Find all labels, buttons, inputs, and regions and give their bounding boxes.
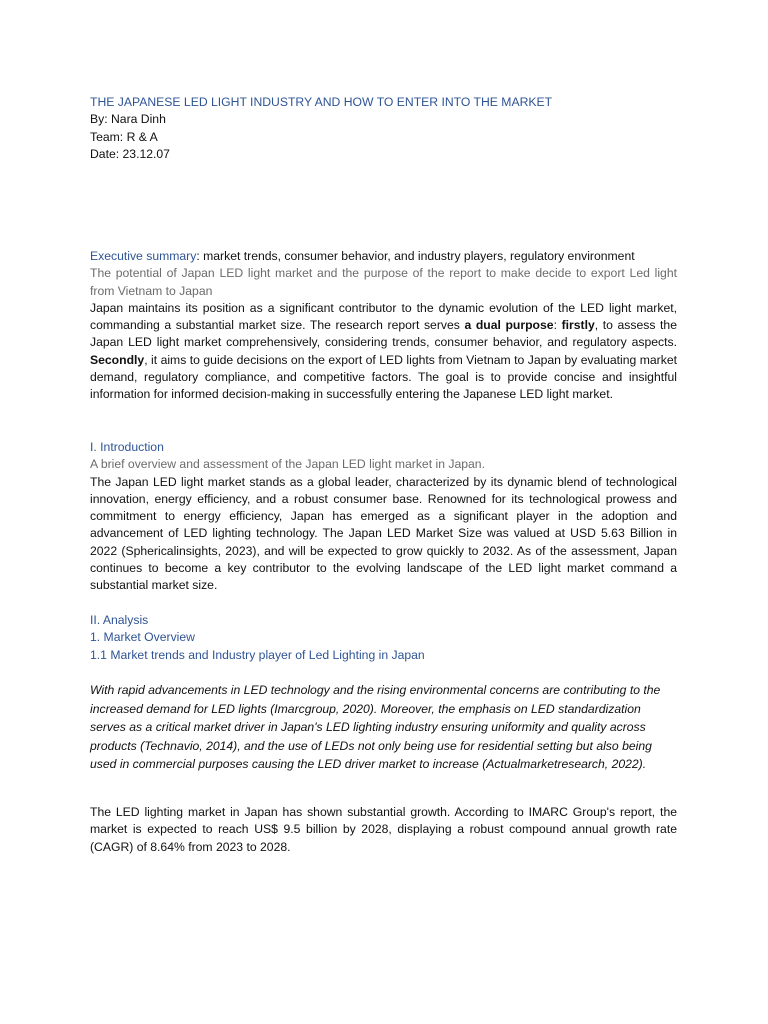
introduction-subtitle: A brief overview and assessment of the Japan LED light market in Japan. [90,457,485,472]
analysis-section [90,612,677,664]
introduction-section [90,439,677,595]
analysis-heading: II. Analysis [90,613,149,627]
analysis-body: The LED lighting market in Japan has shown substantial growth. According to IMARC Group's report, the market is expected to reach US$ 9.5 billion by 2028, displaying a robust compound annual growth rate (CAGR) of 8.64% from 2023 to 2028. [90,805,677,854]
dual-purpose-emphasis: a dual purpose [464,318,554,333]
introduction-body: The Japan LED light market stands as a global leader, characterized by its dynamic blend of technological innovation, energy efficiency, and a robust consumer base. Renowned for its technological prowess and commitment to energy efficiency, Japan has emerged as a significant player in the adoption and advancement of LED lighting technology. The Japan LED Market Size was valued at USD 5.63 Billion in 2022 (Sphericalinsights, 2023), and will be expected to grow quickly to 2032. As of the assessment, Japan continues to become a key contributor to the evolving landscape of the LED light market command a substantial market size. [90,474,677,593]
document-title: THE JAPANESE LED LIGHT INDUSTRY AND HOW TO ENTER INTO THE MARKET [90,95,553,109]
introduction-heading: I. Introduction [90,440,164,454]
executive-summary-body: Japan maintains its position as a significant contributor to the dynamic evolution of the LED light market, commanding a substantial market size. The research report serves a dual purpose: firstly, to assess the Japan LED light market comprehensively, considering trends, consumer behavior, and regulatory aspects. Secondly, it aims to guide decisions on the export of LED lights from Vietnam to Japan by evaluating market demand, regulatory compliance, and competitive factors. The goal is to provide concise and insightful information for informed decision-making in successfully entering the Japanese LED light market. [90,300,677,402]
market-trends-heading: 1.1 Market trends and Industry player of Led Lighting in Japan [90,647,425,662]
executive-summary-section [90,248,677,404]
market-overview-heading: 1. Market Overview [90,630,195,645]
analysis-italic-paragraph-block [90,681,677,774]
team-line: Team: R & A [90,129,158,144]
executive-summary-heading-line [90,248,677,265]
firstly-emphasis: firstly [561,318,595,333]
date-line: Date: 23.12.07 [90,146,170,161]
secondly-emphasis: Secondly [90,352,145,367]
analysis-body-block [90,804,677,856]
executive-summary-subtitle: The potential of Japan LED light market and the purpose of the report to make decide to export Led light from Vietnam to Japan [90,266,677,298]
executive-summary-topics: : market trends, consumer behavior, and industry players, regulatory environment [196,249,635,263]
document-header [90,94,677,163]
analysis-italic-paragraph: With rapid advancements in LED technology and the rising environmental concerns are contributing to the increased demand for LED lights (Imarcgroup, 2020). Moreover, the emphasis on LED standardization serves as a critical market driver in Japan's LED lighting industry ensuring uniformity and quality across products (Technavio, 2014), and the use of LEDs not only being use for residential setting but also being used in commercial purposes causing the LED driver market to increase (Actualmarketresearch, 2022). [90,683,661,772]
executive-summary-heading: Executive summary [90,249,197,263]
author-line: By: Nara Dinh [90,112,166,127]
